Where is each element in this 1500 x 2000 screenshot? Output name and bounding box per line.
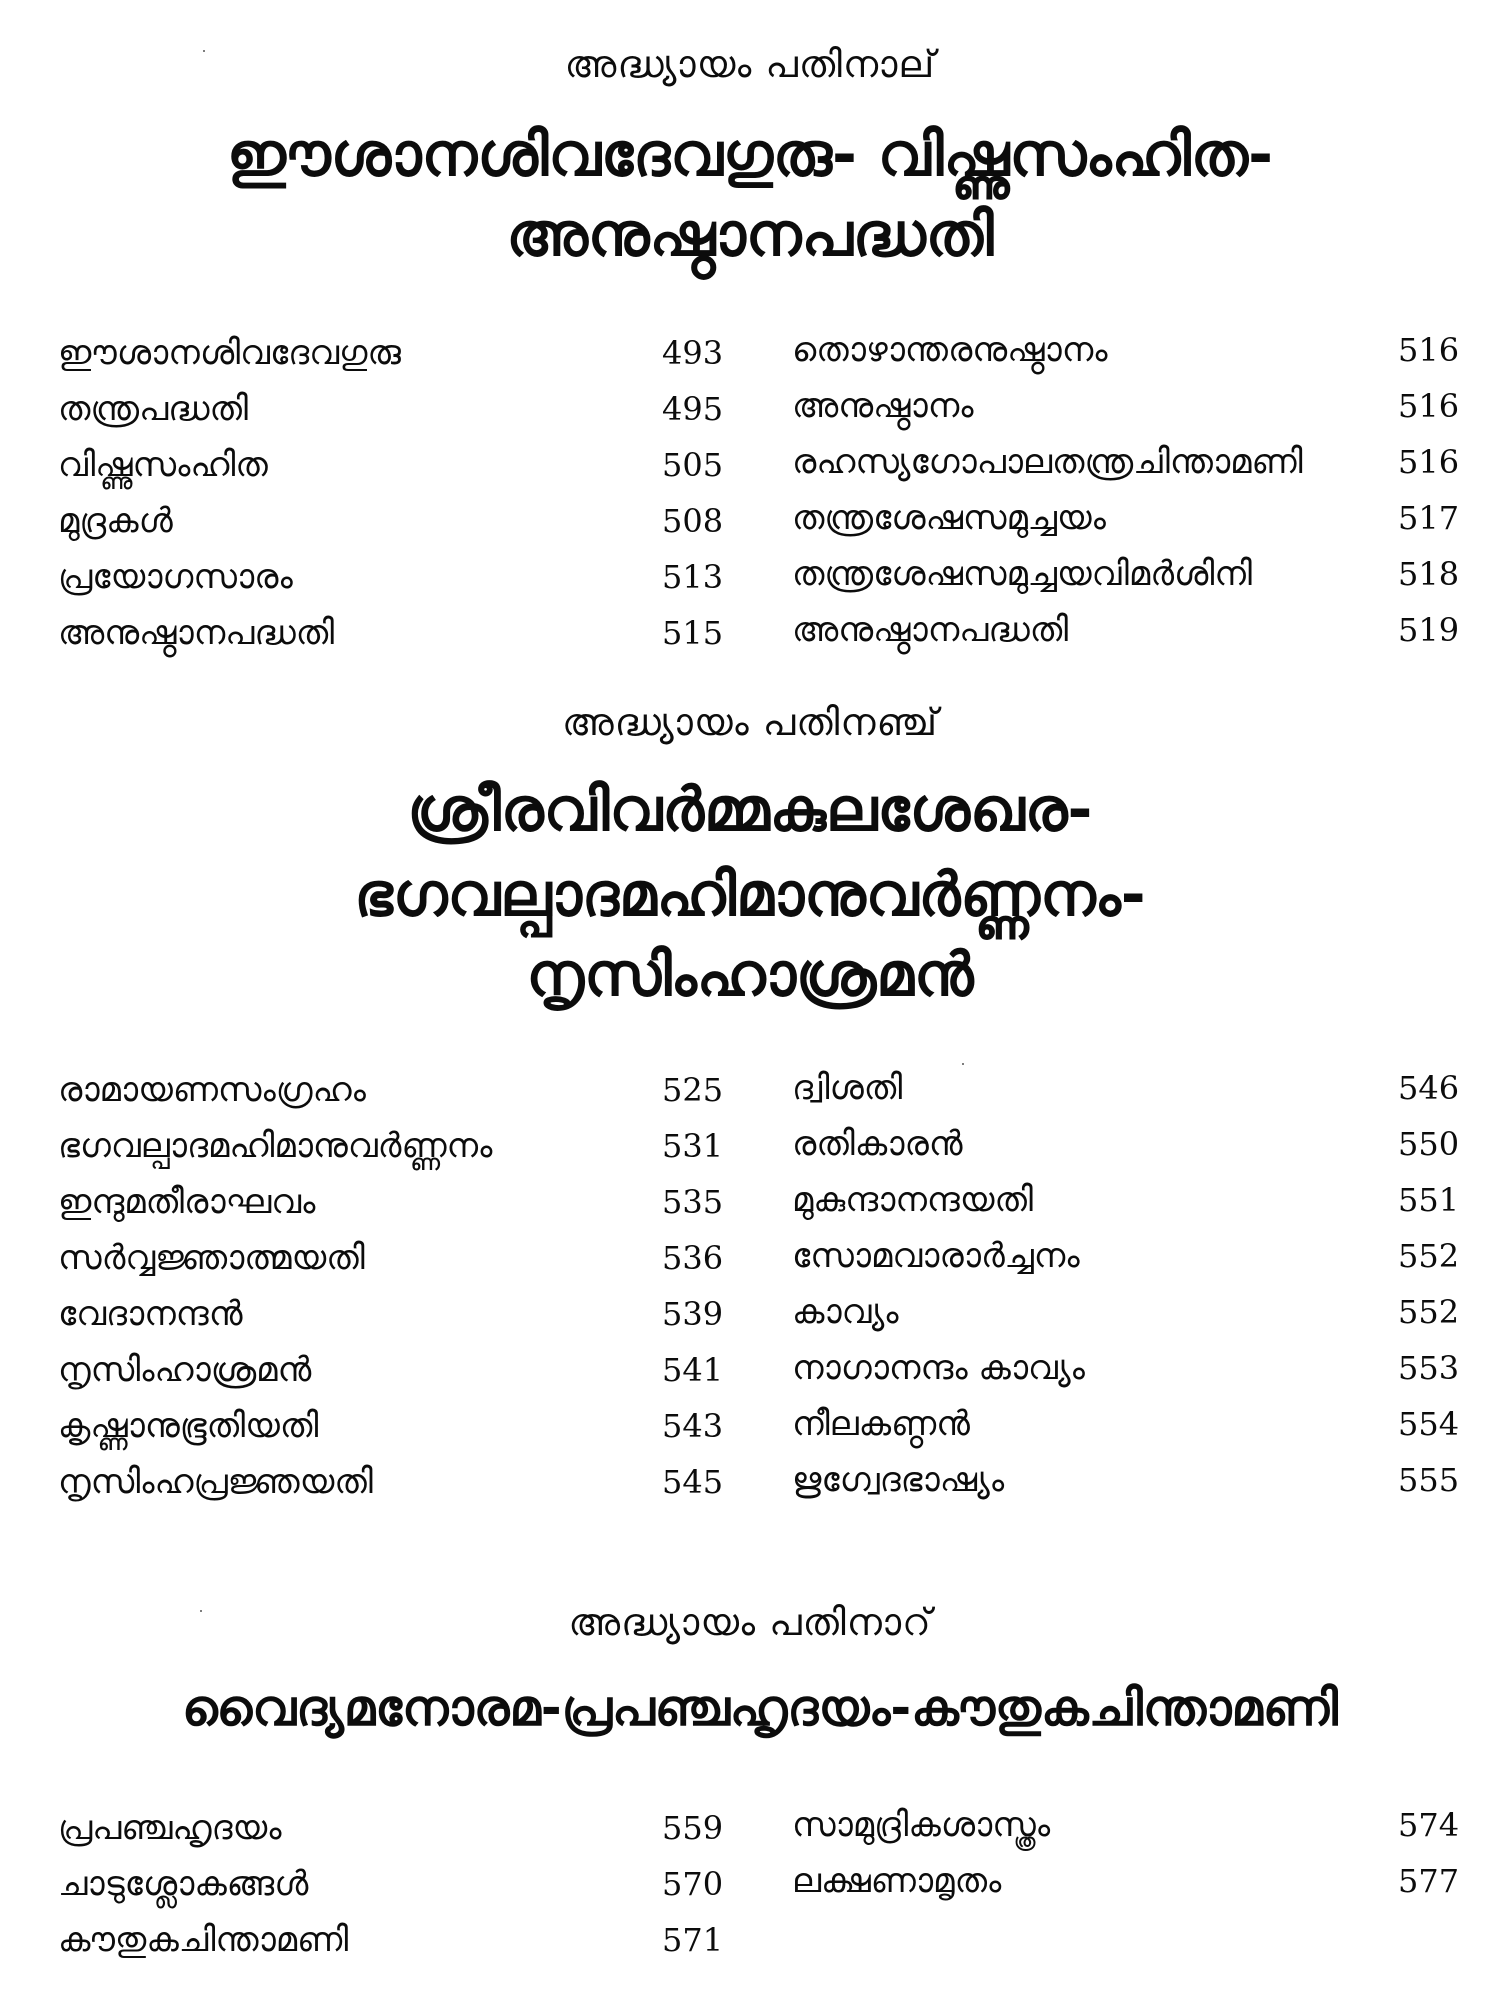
entry-page-number: 516 (1398, 387, 1460, 425)
entry-title: രതികാരൻ (792, 1124, 963, 1164)
chapter-heading: അദ്ധ്യായം പതിനഞ്ച് (561, 700, 939, 744)
entry-page-number: 516 (1398, 443, 1460, 481)
toc-entry (792, 602, 1482, 658)
entry-page-number: 551 (1398, 1181, 1460, 1219)
toc-entry (58, 325, 728, 381)
entry-page-number: 517 (1398, 499, 1460, 537)
toc-list-left (58, 325, 728, 661)
chapter-title-line: ഭഗവല്പാദമഹിമാനുവർണ്ണനം- (354, 860, 1146, 930)
chapter-heading: അദ്ധ്യായം പതിനാറ് (568, 1600, 932, 1644)
toc-list-right (792, 1060, 1482, 1508)
toc-entry (58, 1454, 728, 1510)
entry-page-number: 541 (662, 1351, 724, 1389)
entry-page-number: 570 (662, 1865, 724, 1903)
entry-title: വേദാനന്ദൻ (58, 1294, 243, 1334)
toc-entry (58, 1398, 728, 1454)
chapter-title-line: അനുഷ്ഠാനപദ്ധതി (506, 200, 994, 270)
toc-entry (58, 1118, 728, 1174)
entry-page-number: 553 (1398, 1349, 1460, 1387)
entry-page-number: 559 (662, 1809, 724, 1847)
scan-speck (203, 50, 205, 52)
entry-title: നാഗാനന്ദം കാവ്യം (792, 1348, 1085, 1388)
entry-page-number: 574 (1398, 1806, 1460, 1844)
entry-title: ഇന്ദുമതീരാഘവം (58, 1182, 316, 1222)
entry-title: നീലകണ്ഠൻ (792, 1404, 970, 1444)
entry-title: തന്ത്രപദ്ധതി (58, 389, 248, 429)
entry-title: പ്രയോഗസാരം (58, 557, 293, 597)
toc-entry (58, 381, 728, 437)
entry-page-number: 508 (662, 502, 724, 540)
entry-title: കൃഷ്ണാനുഭൂതിയതി (58, 1406, 319, 1446)
chapter-title-line: വൈദ്യമനോരമ-പ്രപഞ്ചഹൃദയം-കൗതുകചിന്താമണി (182, 1679, 1338, 1737)
entry-page-number: 536 (662, 1239, 724, 1277)
toc-entry (792, 1797, 1482, 1853)
entry-title: അനുഷ്ഠാനപദ്ധതി (792, 610, 1069, 650)
entry-page-number: 519 (1398, 611, 1460, 649)
toc-entry (792, 1853, 1482, 1909)
toc-entry (792, 1284, 1482, 1340)
toc-list-left (58, 1800, 728, 1968)
toc-entry (58, 1286, 728, 1342)
scan-speck (962, 1063, 964, 1065)
entry-page-number: 535 (662, 1183, 724, 1221)
entry-page-number: 555 (1398, 1461, 1460, 1499)
entry-page-number: 518 (1398, 555, 1460, 593)
entry-title: അനുഷ്ഠാനപദ്ധതി (58, 613, 335, 653)
entry-page-number: 539 (662, 1295, 724, 1333)
entry-page-number: 554 (1398, 1405, 1460, 1443)
toc-entry (58, 1230, 728, 1286)
chapter-title-line: ഈശാനശിവദേവഗുരു- വിഷ്ണുസംഹിത- (226, 120, 1274, 190)
toc-entry (792, 1340, 1482, 1396)
entry-title: ഋഗ്വേദഭാഷ്യം (792, 1460, 1005, 1500)
entry-title: ചാടുശ്ലോകങ്ങൾ (58, 1864, 309, 1904)
entry-title: പ്രപഞ്ചഹൃദയം (58, 1808, 282, 1848)
entry-title: സോമവാരാർച്ചനം (792, 1236, 1080, 1276)
chapter-title-line: ശ്രീരവിവർമ്മകുലശേഖര- (407, 775, 1093, 845)
entry-title: കൗതുകചിന്താമണി (58, 1920, 349, 1960)
toc-entry (792, 546, 1482, 602)
entry-title: മുദ്രകൾ (58, 501, 173, 541)
toc-entry (792, 322, 1482, 378)
chapter-title-line: നൃസിംഹാശ്രമൻ (526, 940, 974, 1010)
toc-entry (58, 493, 728, 549)
toc-entry (58, 1342, 728, 1398)
toc-entry (58, 605, 728, 661)
toc-list-right (792, 1797, 1482, 1909)
entry-title: ഭഗവല്പാദമഹിമാനുവർണ്ണനം (58, 1126, 493, 1166)
entry-page-number: 550 (1398, 1125, 1460, 1163)
entry-title: നൃസിംഹപ്രജ്ഞയതി (58, 1462, 373, 1502)
entry-page-number: 543 (662, 1407, 724, 1445)
toc-entry (792, 1060, 1482, 1116)
entry-title: മുകുന്ദാനന്ദയതി (792, 1180, 1033, 1220)
entry-title: ദ്വിശതി (792, 1068, 903, 1108)
chapter-heading: അദ്ധ്യായം പതിനാല് (564, 42, 936, 86)
entry-page-number: 531 (662, 1127, 724, 1165)
entry-title: കാവ്യം (792, 1292, 899, 1332)
entry-page-number: 516 (1398, 331, 1460, 369)
entry-page-number: 515 (662, 614, 724, 652)
entry-title: തന്ത്രശേഷസമുച്ചയം (792, 498, 1106, 538)
entry-page-number: 493 (662, 334, 724, 372)
toc-entry (58, 549, 728, 605)
toc-entry (792, 434, 1482, 490)
entry-title: സാമുദ്രികശാസ്ത്രം (792, 1805, 1051, 1845)
entry-title: സർവ്വജ്ഞാത്മയതി (58, 1238, 365, 1278)
entry-title: തന്ത്രശേഷസമുച്ചയവിമർശിനി (792, 554, 1252, 594)
entry-page-number: 571 (662, 1921, 724, 1959)
toc-entry (792, 1116, 1482, 1172)
entry-page-number: 513 (662, 558, 724, 596)
entry-title: ലക്ഷണാമൃതം (792, 1861, 1002, 1901)
entry-title: വിഷ്ണുസംഹിത (58, 445, 268, 485)
entry-title: ഈശാനശിവദേവഗുരു (58, 333, 401, 373)
toc-entry (58, 1800, 728, 1856)
toc-entry (792, 1172, 1482, 1228)
toc-entry (792, 1452, 1482, 1508)
entry-title: അനുഷ്ഠാനം (792, 386, 974, 426)
entry-page-number: 525 (662, 1071, 724, 1109)
toc-entry (792, 490, 1482, 546)
toc-entry (792, 1228, 1482, 1284)
entry-page-number: 577 (1398, 1862, 1460, 1900)
toc-entry (58, 1856, 728, 1912)
toc-entry (792, 378, 1482, 434)
toc-entry (58, 1912, 728, 1968)
toc-entry (58, 1174, 728, 1230)
entry-title: രാമായണസംഗ്രഹം (58, 1070, 366, 1110)
entry-title: നൃസിംഹാശ്രമൻ (58, 1350, 312, 1390)
entry-page-number: 546 (1398, 1069, 1460, 1107)
entry-page-number: 545 (662, 1463, 724, 1501)
entry-page-number: 552 (1398, 1237, 1460, 1275)
scan-speck (200, 1610, 202, 1612)
toc-list-left (58, 1062, 728, 1510)
toc-entry (58, 437, 728, 493)
entry-title: രഹസ്യഗോപാലതന്ത്രചിന്താമണി (792, 442, 1303, 482)
toc-list-right (792, 322, 1482, 658)
entry-page-number: 495 (662, 390, 724, 428)
entry-page-number: 552 (1398, 1293, 1460, 1331)
entry-page-number: 505 (662, 446, 724, 484)
toc-entry (58, 1062, 728, 1118)
toc-entry (792, 1396, 1482, 1452)
entry-title: തൊഴാന്തരനുഷ്ഠാനം (792, 330, 1108, 370)
